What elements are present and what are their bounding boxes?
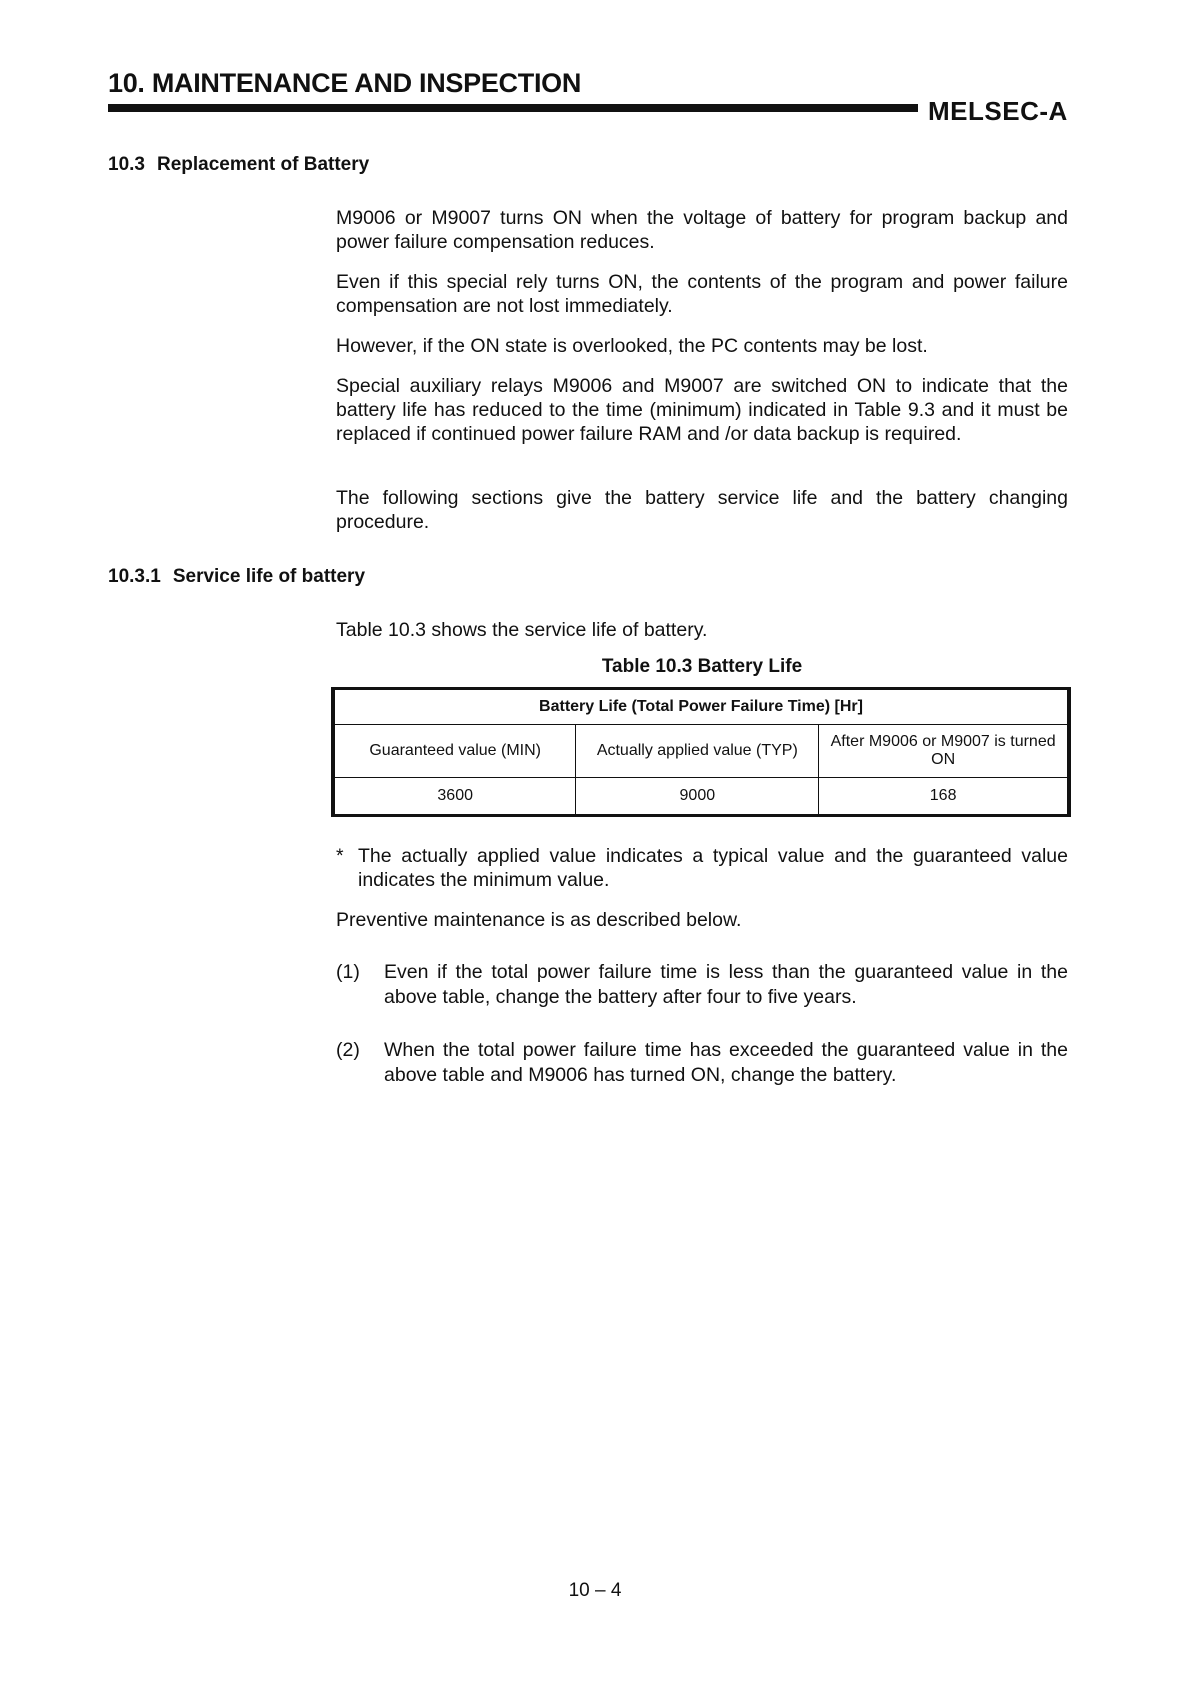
list-item [336, 1038, 1068, 1088]
value-typical: 9000 [576, 778, 819, 816]
column-header-guaranteed: Guaranteed value (MIN) [333, 725, 576, 778]
list-item-number: (2) [336, 1039, 360, 1061]
list-item-text: When the total power failure time has exceeded the guaranteed value in the above table and M9006 has turned ON, change the battery. [384, 1039, 1068, 1086]
list-item-number: (1) [336, 961, 360, 983]
section-heading-10-3-1 [108, 566, 365, 588]
value-guaranteed: 3600 [333, 778, 576, 816]
paragraph: Special auxiliary relays M9006 and M9007 are switched ON to indicate that the battery life has reduced to the time (minimum) indicated in Table 9.3 and it must be replaced if continued power failure RAM and /or data backup is required. [336, 375, 1068, 445]
paragraph: M9006 or M9007 turns ON when the voltage of battery for program backup and power failure compensation reduces. [336, 207, 1068, 253]
battery-life-table [331, 687, 1071, 817]
header-rule [108, 104, 918, 112]
paragraph: Even if this special rely turns ON, the contents of the program and power failure compensation are not lost immediately. [336, 271, 1068, 317]
paragraph: The following sections give the battery service life and the battery changing procedure. [336, 487, 1068, 533]
section-title: Service life of battery [172, 566, 366, 587]
note-text: The actually applied value indicates a typical value and the guaranteed value indicates the minimum value. [358, 845, 1068, 891]
brand-label: MELSEC-A [928, 96, 1068, 126]
table-caption: Table 10.3 Battery Life [601, 656, 803, 677]
table-header: Battery Life (Total Power Failure Time) [Hr] [333, 689, 1069, 725]
list-item [336, 960, 1068, 1010]
preventive-intro: Preventive maintenance is as described below. [336, 909, 742, 931]
column-header-typical: Actually applied value (TYP) [576, 725, 819, 778]
section-number: 10.3.1 [108, 566, 161, 587]
page-number: 10 – 4 [568, 1580, 622, 1601]
section-title: Replacement of Battery [156, 154, 370, 175]
chapter-title: 10. MAINTENANCE AND INSPECTION [108, 68, 582, 98]
column-header-after-on: After M9006 or M9007 is turned ON [819, 725, 1069, 778]
value-after-on: 168 [819, 778, 1069, 816]
table-note [336, 844, 1068, 892]
note-mark: * [336, 845, 344, 867]
table-column-row [333, 725, 1069, 778]
paragraph: However, if the ON state is overlooked, the PC contents may be lost. [336, 335, 928, 357]
section-heading-10-3 [108, 154, 369, 176]
list-item-text: Even if the total power failure time is less than the guaranteed value in the above table, change the battery after four to five years. [384, 961, 1068, 1008]
table-header-row [333, 689, 1069, 725]
table-intro: Table 10.3 shows the service life of battery. [336, 619, 708, 641]
table-row [333, 778, 1069, 816]
section-number: 10.3 [108, 154, 145, 175]
